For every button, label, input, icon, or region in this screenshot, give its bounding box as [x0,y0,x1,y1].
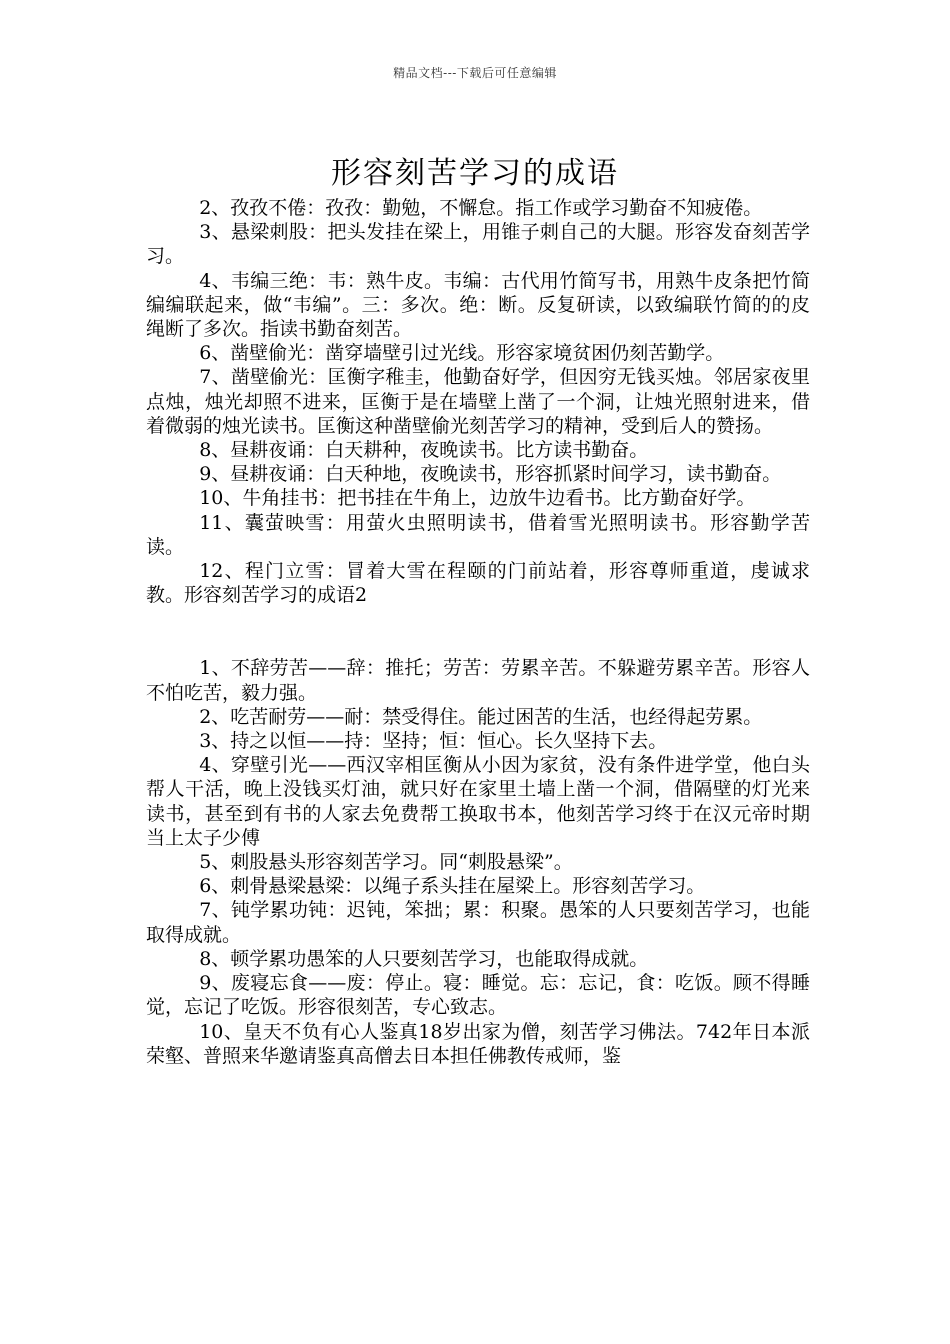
page-header: 精品文档---下载后可任意编辑 [393,66,557,80]
paragraph: 7、凿壁偷光：匡衡字稚圭，他勤奋好学，但因穷无钱买烛。邻居家夜里点烛，烛光却照不进来，匡衡于是在墙壁上凿了一个洞，让烛光照射进来，借着微弱的烛光读书。匡衡这种凿壁偷光刻苦学习的精神，受到后人的赞扬。 [146,366,810,437]
paragraph: 4、韦编三绝：韦：熟牛皮。韦编：古代用竹简写书，用熟牛皮条把竹简编编联起来，做“韦编”。三：多次。绝：断。反复研读，以致编联竹简的的皮绳断了多次。指读书勤奋刻苦。 [146,269,810,341]
paragraph: 1、不辞劳苦——辞：推托；劳苦：劳累辛苦。不躲避劳累辛苦。形容人不怕吃苦，毅力强。 [146,657,810,704]
paragraph: 6、凿壁偷光：凿穿墙壁引过光线。形容家境贫困仍刻苦勤学。 [199,342,725,365]
paragraph: 3、持之以恒——持：坚持；恒：恒心。长久坚持下去。 [199,730,668,753]
paragraph: 9、昼耕夜诵：白天种地，夜晚读书，形容抓紧时间学习，读书勤奋。 [199,463,782,486]
paragraph: 6、刺骨悬梁悬梁：以绳子系头挂在屋梁上。形容刻苦学习。 [199,875,706,898]
paragraph: 10、皇天不负有心人鉴真18岁出家为僧，刻苦学习佛法。742年日本派荣壑、普照来华邀请鉴真高僧去日本担任佛教传戒师，鉴 [146,1020,810,1067]
paragraph: 11、囊萤映雪：用萤火虫照明读书，借着雪光照明读书。形容勤学苦读。 [146,511,810,558]
paragraph: 12、程门立雪：冒着大雪在程颐的门前站着，形容尊师重道，虔诚求教。形容刻苦学习的成语2 [146,560,810,607]
paragraph: 4、穿壁引光——西汉宰相匡衡从小因为家贫，没有条件进学堂，他白头帮人干活，晚上没钱买灯油，就只好在家里土墙上凿一个洞，借隔壁的灯光来读书，甚至到有书的人家去免费帮工换取书本，他刻苦学习终于在汉元帝时期当上太子少傅 [146,754,810,849]
paragraph: 5、刺股悬头形容刻苦学习。同“刺股悬梁”。 [199,851,573,874]
paragraph: 2、吃苦耐劳——耐：禁受得住。能过困苦的生活，也经得起劳累。 [199,705,763,728]
paragraph: 7、钝学累功钝：迟钝，笨拙；累：积聚。愚笨的人只要刻苦学习，也能取得成就。 [146,899,810,946]
paragraph: 9、废寝忘食——废：停止。寝：睡觉。忘：忘记，食：吃饭。顾不得睡觉，忘记了吃饭。形容很刻苦，专心致志。 [146,972,810,1019]
paragraph: 2、孜孜不倦：孜孜：勤勉，不懈怠。指工作或学习勤奋不知疲倦。 [199,197,763,219]
paragraph: 8、顿学累功愚笨的人只要刻苦学习，也能取得成就。 [199,947,649,970]
paragraph: 3、悬梁刺股：把头发挂在梁上，用锥子刺自己的大腿。形容发奋刻苦学习。 [146,221,810,268]
document-title: 形容刻苦学习的成语 [331,156,619,192]
paragraph: 10、牛角挂书：把书挂在牛角上，边放牛边看书。比方勤奋好学。 [199,487,756,510]
paragraph: 8、昼耕夜诵：白天耕种，夜晚读书。比方读书勤奋。 [199,439,649,462]
section-gap [146,607,810,656]
document-body [146,196,810,1068]
